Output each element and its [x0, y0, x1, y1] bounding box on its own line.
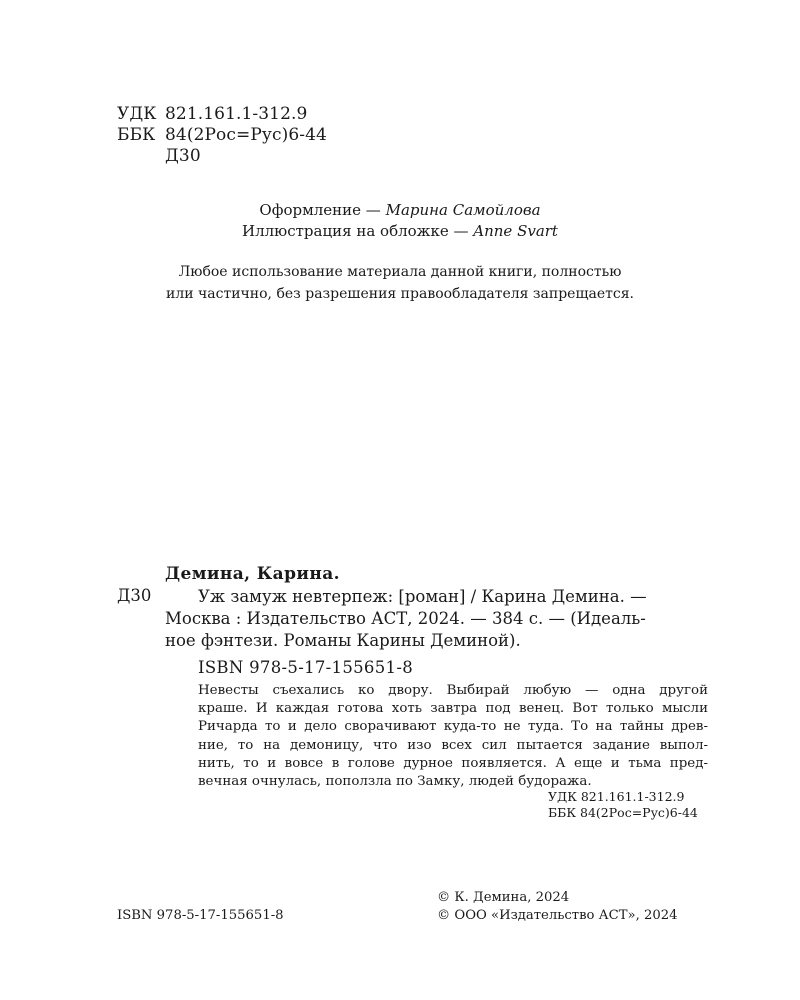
author-mark: Д30	[165, 146, 201, 166]
record-bbk: ББК 84(2Рос=Рус)6-44	[548, 805, 698, 820]
annotation-line: краше. И каждая готова хоть завтра под венец. Вот только мысли	[198, 701, 708, 717]
record-line-2: Москва : Издательство АСТ, 2024. — 384 с. — (Идеаль-	[165, 609, 646, 628]
copyright-author: © К. Демина, 2024	[437, 890, 570, 905]
design-name: Марина Самойлова	[385, 201, 541, 219]
annotation-line: вечная очнулась, поползла по Замку, людей будоража.	[198, 773, 592, 789]
record-author: Демина, Карина.	[165, 564, 340, 584]
udk-row	[117, 104, 307, 125]
design-credit	[0, 200, 800, 221]
copyright-publisher: © ООО «Издательство АСТ», 2024	[437, 908, 678, 923]
annotation	[198, 682, 708, 791]
annotation-line: Невесты съехались ко двору. Выбирай любую — одна другой	[198, 683, 708, 698]
design-label: Оформление —	[259, 201, 381, 219]
udk-label: УДК	[117, 104, 157, 124]
bottom-isbn: ISBN 978-5-17-155651-8	[117, 908, 284, 923]
bbk-row	[117, 125, 327, 146]
rights-notice-line-1: Любое использование материала данной книги, полностью	[178, 264, 622, 280]
record-udk: УДК 821.161.1-312.9	[548, 789, 685, 804]
record-line-3: ное фэнтези. Романы Карины Деминой).	[165, 631, 521, 650]
rights-notice-line-2: или частично, без разрешения правообладателя запрещается.	[166, 286, 634, 302]
udk-value: 821.161.1-312.9	[165, 104, 308, 124]
annotation-line: нить, то и вовсе в голове дурное появляется. А еще и тьма пред-	[198, 755, 708, 771]
record-line-1: Уж замуж невтерпеж: [роман] / Карина Демина. —	[198, 587, 647, 606]
record-isbn: ISBN 978-5-17-155651-8	[198, 658, 414, 677]
bbk-value: 84(2Рос=Рус)6-44	[165, 125, 327, 145]
annotation-line: Ричарда то и дело сворачивают куда-то не туда. То на тайны древ-	[198, 719, 708, 735]
cover-label: Иллюстрация на обложке —	[242, 222, 469, 240]
cover-name: Anne Svart	[473, 222, 558, 240]
cover-credit	[0, 221, 800, 242]
bbk-label: ББК	[117, 125, 156, 145]
record-mark: Д30	[117, 586, 152, 605]
annotation-line: ние, то на демоницу, что изо всех сил пытается задание выпол-	[198, 737, 708, 753]
